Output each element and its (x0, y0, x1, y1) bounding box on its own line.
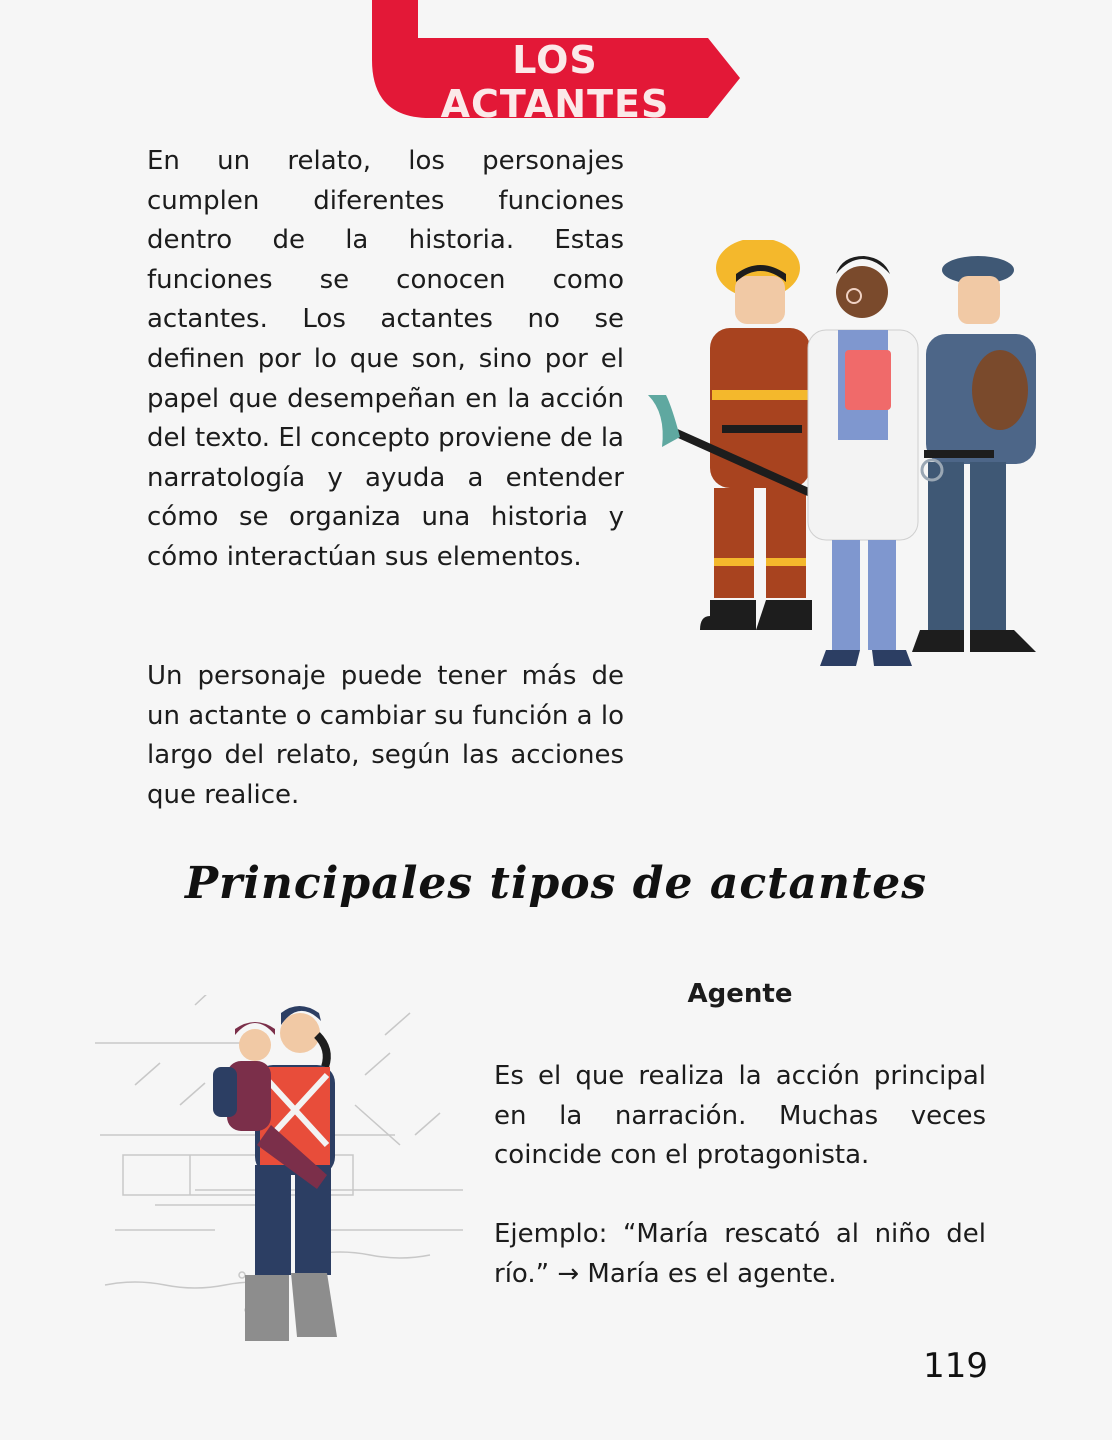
page-number: 119 (923, 1346, 988, 1386)
page-title: LOS ACTANTES (440, 38, 670, 126)
police-officer-figure (912, 256, 1036, 652)
intro-paragraph-2: Un personaje puede tener más de un actante o cambiar su función a lo largo del relato, según las acciones que realice. (147, 661, 624, 810)
agent-definition: Es el que realiza la acción principal en la narración. Muchas veces coincide con el protagonista. (494, 1061, 986, 1171)
professionals-illustration (640, 240, 1050, 680)
intro-paragraph-1: En un relato, los personajes cumplen diferentes funciones dentro de la historia. Estas funciones se conocen como actantes. Los actantes no se definen por lo que son, sino por el papel que desempeñan en la acción del texto. El concepto proviene de la narratología y ayuda a entender cómo se organiza una historia y cómo interactúan sus elementos. (147, 146, 624, 572)
section-title: Principales tipos de actantes (184, 858, 928, 909)
firefighter-figure (648, 240, 815, 630)
rescuer-illustration (95, 995, 470, 1355)
agent-example: Ejemplo: “María rescató al niño del río.” → María es el agente. (494, 1219, 986, 1289)
agent-heading: Agente (687, 979, 793, 1009)
doctor-figure (808, 256, 918, 666)
